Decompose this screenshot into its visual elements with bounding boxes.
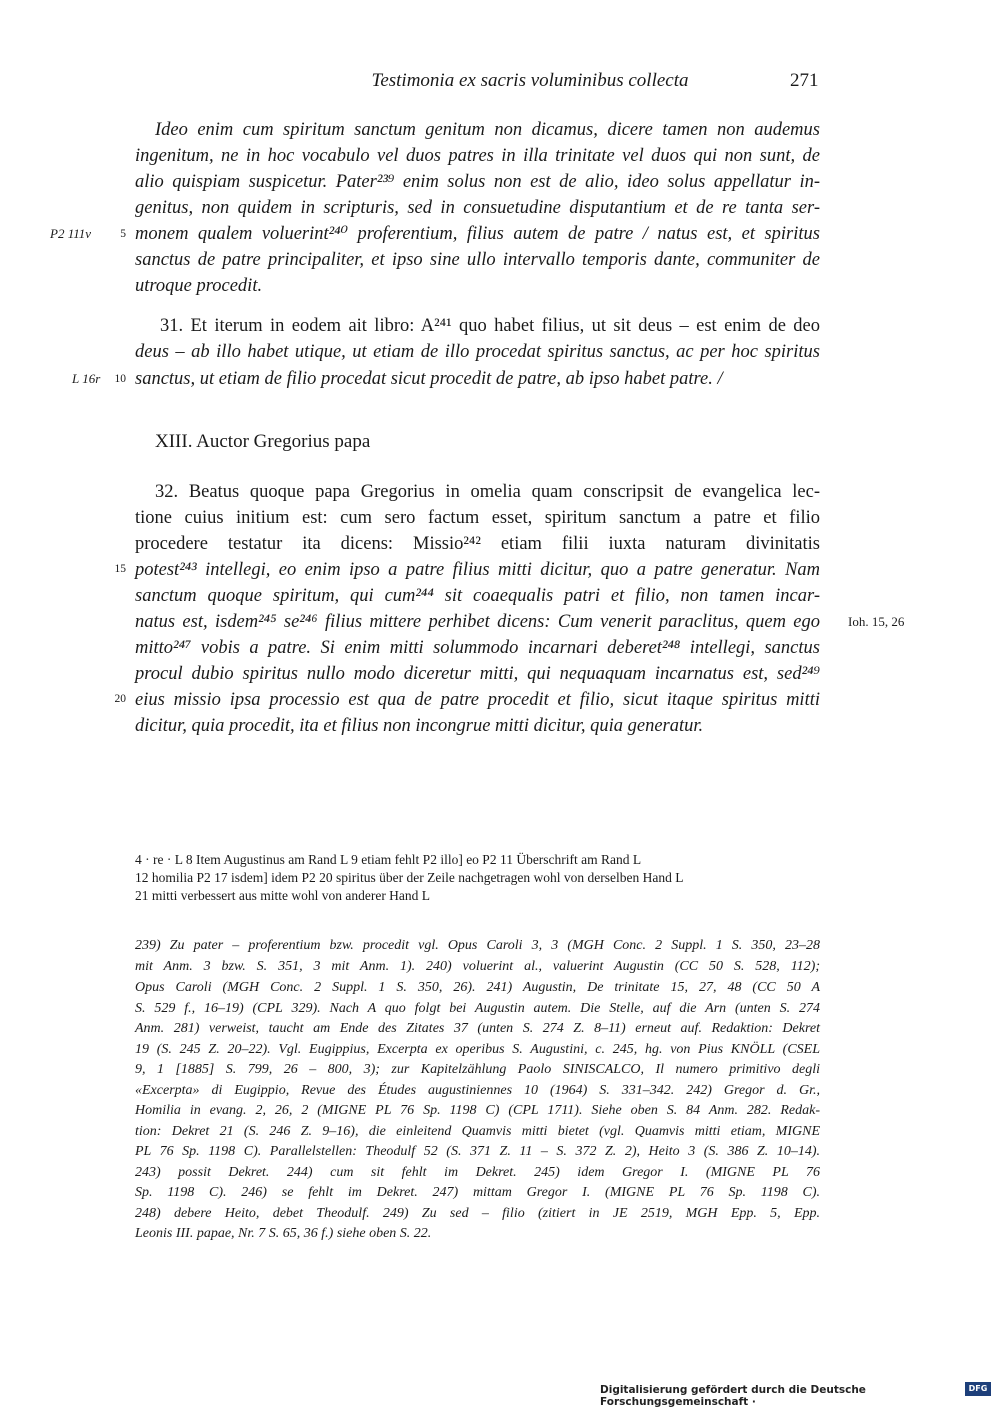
footnote-line: 243) possit Dekret. 244) cum sit fehlt im Dekret. 245) idem Gregor I. (MIGNE PL 76 <box>135 1165 820 1180</box>
text-line: procedere testatur ita dicens: Missio²⁴² etiam filii iuxta naturam divinitatis <box>135 534 820 554</box>
text-line: utroque procedit. <box>135 276 263 296</box>
footnote-line: 248) debere Heito, debet Theodulf. 249) Zu sed – filio (zitiert in JE 2519, MGH Epp. 5, Epp. <box>135 1206 820 1221</box>
running-title: Testimonia ex sacris voluminibus collecta <box>371 70 689 91</box>
text-line: mitto²⁴⁷ vobis a patre. Si enim mitti solummodo incarnari deberet²⁴⁸ intellegi, sanctus <box>135 638 820 658</box>
footnote-line: Leonis III. papae, Nr. 7 S. 65, 36 f.) siehe oben S. 22. <box>135 1226 432 1241</box>
text-line: deus – ab illo habet utique, ut etiam de illo procedat spiritus sanctus, ac per hoc spiritus <box>135 342 820 362</box>
text-line: genitus, non quidem in scripturis, sed in consuetudine disputantium et de re tanta ser- <box>135 198 820 218</box>
text-line: dicitur, quia procedit, ita et filius non incongrue mitti dicitur, quia generatur. <box>135 716 704 736</box>
apparatus-line: 4 · re · L 8 Item Augustinus am Rand L 9 etiam fehlt P2 illo] eo P2 11 Überschrift am Rand L <box>135 852 642 867</box>
biblical-reference: Ioh. 15, 26 <box>848 614 905 629</box>
text-line: monem qualem voluerint²⁴⁰ proferentium, filius autem de patre / natus est, et spiritus <box>135 224 820 244</box>
footnote-line: mit Anm. 3 bzw. S. 351, 3 mit Anm. 1). 240) voluerint al., valuerint Augustin (CC 50 S. 528, 112); <box>135 959 820 974</box>
page-number: 271 <box>790 70 819 91</box>
footnote-line: 19 (S. 245 Z. 20–22). Vgl. Eugippius, Excerpta ex operibus S. Augustini, c. 245, hg. von Pius KNÖLL (CSEL <box>135 1042 820 1057</box>
footnote-line: Homilia in evang. 2, 26, 2 (MIGNE PL 76 Sp. 1198 C) (CPL 1711). Siehe oben S. 84 Anm. 282. Redak- <box>135 1103 820 1118</box>
line-number: 15 <box>114 563 126 575</box>
dfg-logo: DFG <box>965 1382 991 1396</box>
footnote-line: tion: Dekret 21 (S. 246 Z. 9–16), die einleitend Quamvis mitti bietet (vgl. Quamvis mitti etiam, MIGNE <box>135 1124 820 1139</box>
footnote-line: Sp. 1198 C). 246) se fehlt im Dekret. 247) mittam Gregor I. (MIGNE PL 76 Sp. 1198 C). <box>135 1185 820 1200</box>
text-line: ingenitum, ne in hoc vocabulo vel duos patres in illa trinitate vel duos qui non sunt, de <box>135 146 820 166</box>
footnote-line: PL 76 Sp. 1198 C). Parallelstellen: Theodulf 52 (S. 371 Z. 11 – S. 372 Z. 2), Heito 3 (S. 386 Z. 10–14). <box>135 1144 820 1159</box>
text-line: potest²⁴³ intellegi, eo enim ipso a patre filius mitti dicitur, quo a patre generatur. Nam <box>135 560 820 580</box>
footnote-line: S. 529 f., 16–19) (CPL 329). Nach A quo folgt bei Augustin autem. Die Stelle, auf die Arn (unten S. 274 <box>135 1001 820 1016</box>
footnote-line: «Excerpta» di Eugippio, Revue des Études augustiniennes 10 (1964) S. 331–342. 242) Gregor d. Gr., <box>135 1083 820 1098</box>
text-line: eius missio ipsa processio est qua de patre procedit et filio, sicut itaque spiritus mitti <box>135 690 820 710</box>
text-line: sanctum quoque spiritum, qui cum²⁴⁴ sit coaequalis patri et filio, non tamen incar- <box>135 586 820 606</box>
line-number: 5 <box>120 228 126 240</box>
footnote-line: 9, 1 [1885] S. 799, 26 – 800, 3); zur Kapitelzählung Paolo SINISCALCO, Il numero primitivo degli <box>135 1062 820 1077</box>
text-line: sanctus, ut etiam de filio procedat sicut procedit de patre, ab ipso habet patre. / <box>135 369 723 389</box>
section-heading: XIII. Auctor Gregorius papa <box>155 431 371 452</box>
line-number: 10 <box>114 373 126 385</box>
apparatus-line: 12 homilia P2 17 isdem] idem P2 20 spiritus über der Zeile nachgetragen wohl von derselben Hand L <box>135 870 684 885</box>
footnote-line: 239) Zu pater – proferentium bzw. procedit vgl. Opus Caroli 3, 3 (MGH Conc. 2 Suppl. 1 S. 350, 23–28 <box>135 938 820 953</box>
text-line: 32. Beatus quoque papa Gregorius in omelia quam conscripsit de evangelica lec- <box>155 482 820 502</box>
text-line: natus est, isdem²⁴⁵ se²⁴⁶ filius mittere perhibet dicens: Cum venerit paraclitus, quem ego <box>135 612 820 632</box>
text-line: sanctus de patre principaliter, et ipso sine ullo intervallo temporis dante, communiter de <box>135 250 820 270</box>
text-line: procul dubio spiritus nullo modo diceretur mitti, qui nequaquam incarnatus est, sed²⁴⁹ <box>135 664 820 684</box>
manuscript-siglum: P2 111v <box>50 226 92 241</box>
footnote-line: Anm. 281) verweist, taucht am Ende des Zitates 37 (unten S. 274 Z. 8–11) erneut auf. Redaktion: Dekret <box>135 1021 820 1036</box>
text-line: alio quispiam suspicetur. Pater²³⁹ enim solus non est de alio, ideo solus appellatur in- <box>135 172 820 192</box>
line-number: 20 <box>114 693 126 705</box>
text-line: tione cuius initium est: cum sero factum esset, spiritum sanctum a patre et filio <box>135 508 820 528</box>
funding-notice: Digitalisierung gefördert durch die Deutsche Forschungsgemeinschaft · <box>600 1384 866 1408</box>
text-line: 31. Et iterum in eodem ait libro: A²⁴¹ quo habet filius, ut sit deus – est enim de deo <box>160 316 820 336</box>
footnote-line: Opus Caroli (MGH Conc. 2 Suppl. 1 S. 350, 26). 241) Augustin, De trinitate 15, 27, 48 (CC 50 A <box>135 980 820 995</box>
apparatus-line: 21 mitti verbessert aus mitte wohl von anderer Hand L <box>135 888 431 903</box>
manuscript-siglum: L 16r <box>72 371 101 386</box>
text-line: Ideo enim cum spiritum sanctum genitum non dicamus, dicere tamen non audemus <box>155 120 820 140</box>
